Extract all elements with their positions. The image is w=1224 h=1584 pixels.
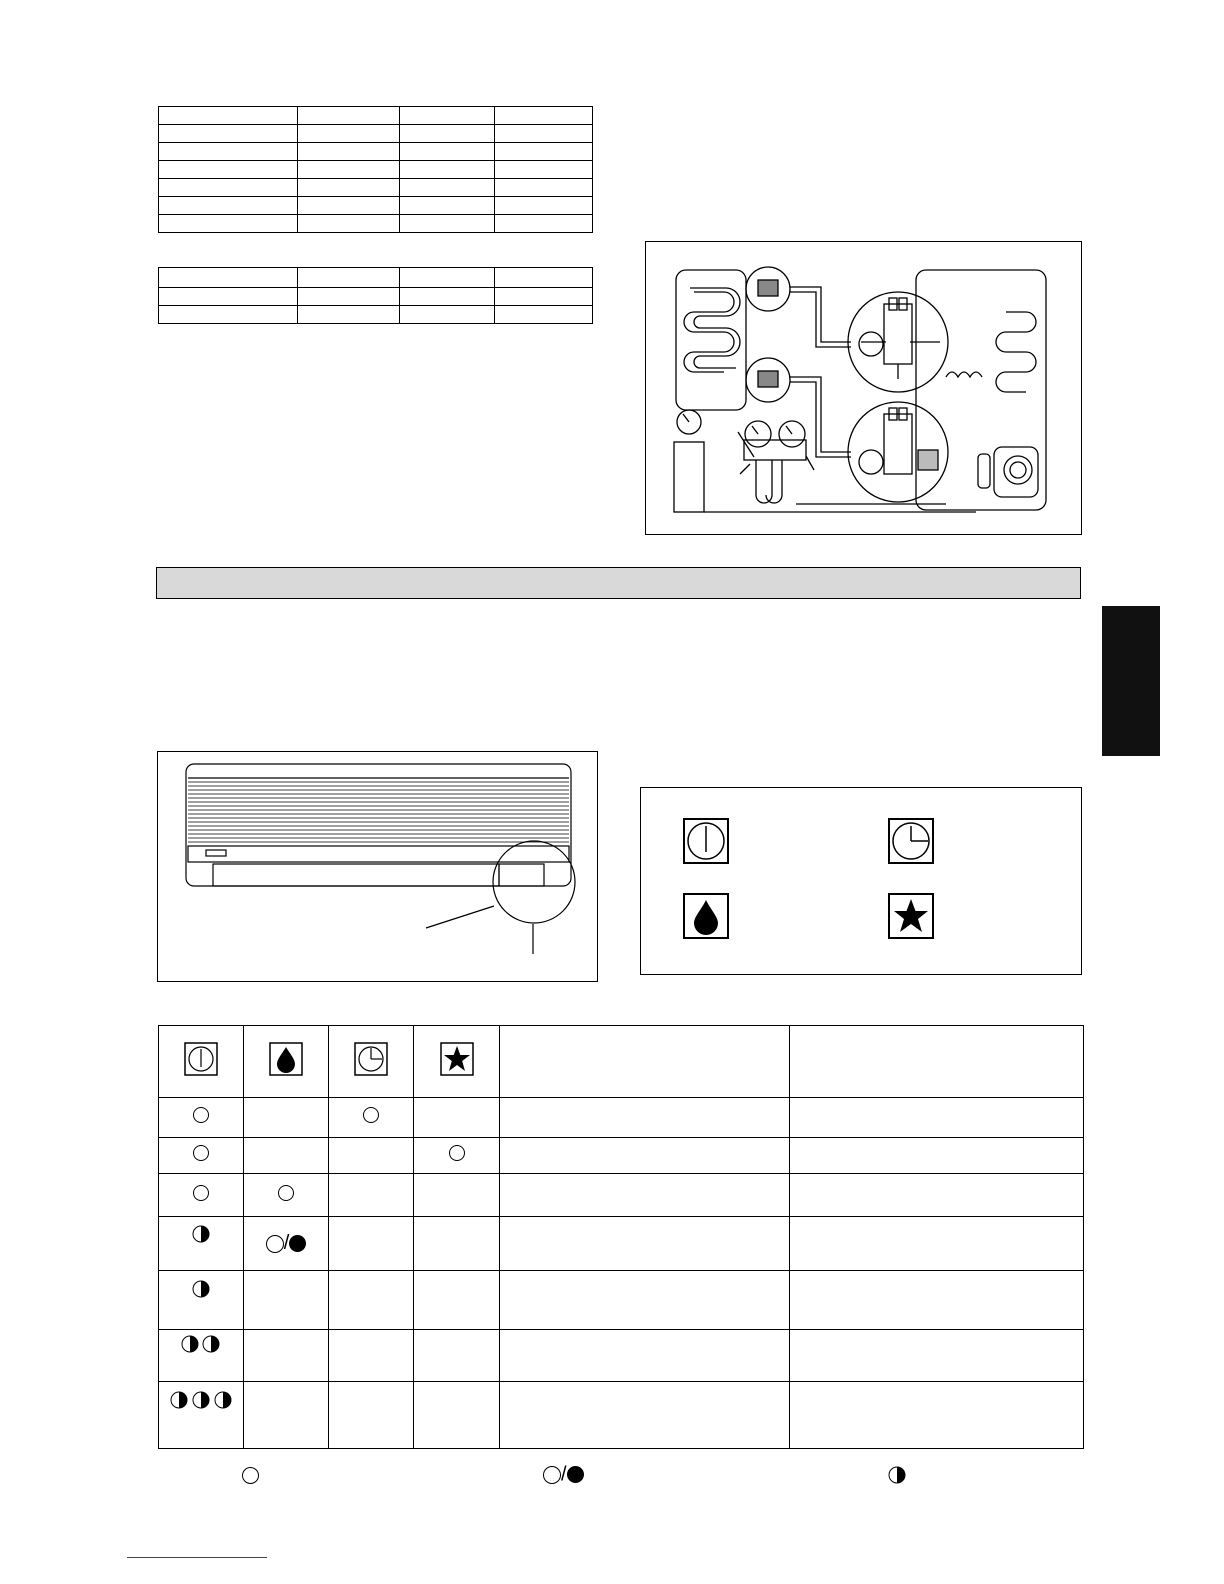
power-icon	[184, 1042, 218, 1076]
drop-icon	[269, 1042, 303, 1076]
status-row	[159, 1174, 1084, 1217]
star-icon	[440, 1042, 474, 1076]
lamp-half-x3-symbol	[169, 1390, 233, 1410]
timer-icon	[354, 1042, 388, 1076]
lamp-half-x2-symbol	[181, 1335, 221, 1353]
indoor-unit-drawing	[158, 752, 597, 981]
power-icon	[683, 818, 729, 864]
section-heading-bar	[156, 567, 1081, 599]
spec-table-2	[158, 267, 593, 324]
timer-icon	[888, 818, 934, 864]
star-icon	[888, 893, 934, 939]
refrigerant-circuit-diagram	[645, 241, 1082, 535]
legend-lamp-off-or-on-symbol: /	[543, 1463, 584, 1486]
indicator-panel	[640, 787, 1082, 975]
lamp-off-symbol	[193, 1107, 209, 1123]
indoor-unit-illustration	[157, 751, 598, 982]
lamp-off-symbol	[363, 1107, 379, 1123]
spec-table-1	[158, 106, 593, 233]
drop-icon	[683, 893, 729, 939]
hyperlink-underline[interactable]	[127, 1557, 267, 1558]
legend-lamp-half-symbol	[888, 1466, 906, 1484]
lamp-off-symbol	[193, 1145, 209, 1161]
legend-lamp-off-symbol	[242, 1467, 259, 1484]
lamp-off-symbol	[449, 1145, 465, 1161]
circuit-drawing	[646, 242, 1081, 534]
lamp-off-or-on-symbol: /	[266, 1232, 307, 1254]
lamp-half-symbol	[192, 1225, 210, 1243]
lamp-half-symbol	[192, 1280, 210, 1298]
status-row	[159, 1382, 1084, 1449]
indicator-status-table	[158, 1025, 1084, 1449]
lamp-off-symbol	[193, 1185, 209, 1201]
status-row	[159, 1217, 1084, 1271]
status-table-header-row	[159, 1026, 1084, 1098]
status-row	[159, 1271, 1084, 1330]
status-row	[159, 1330, 1084, 1382]
status-row	[159, 1098, 1084, 1138]
lamp-off-symbol	[278, 1185, 294, 1201]
chapter-side-tab	[1102, 606, 1160, 756]
status-row	[159, 1138, 1084, 1174]
